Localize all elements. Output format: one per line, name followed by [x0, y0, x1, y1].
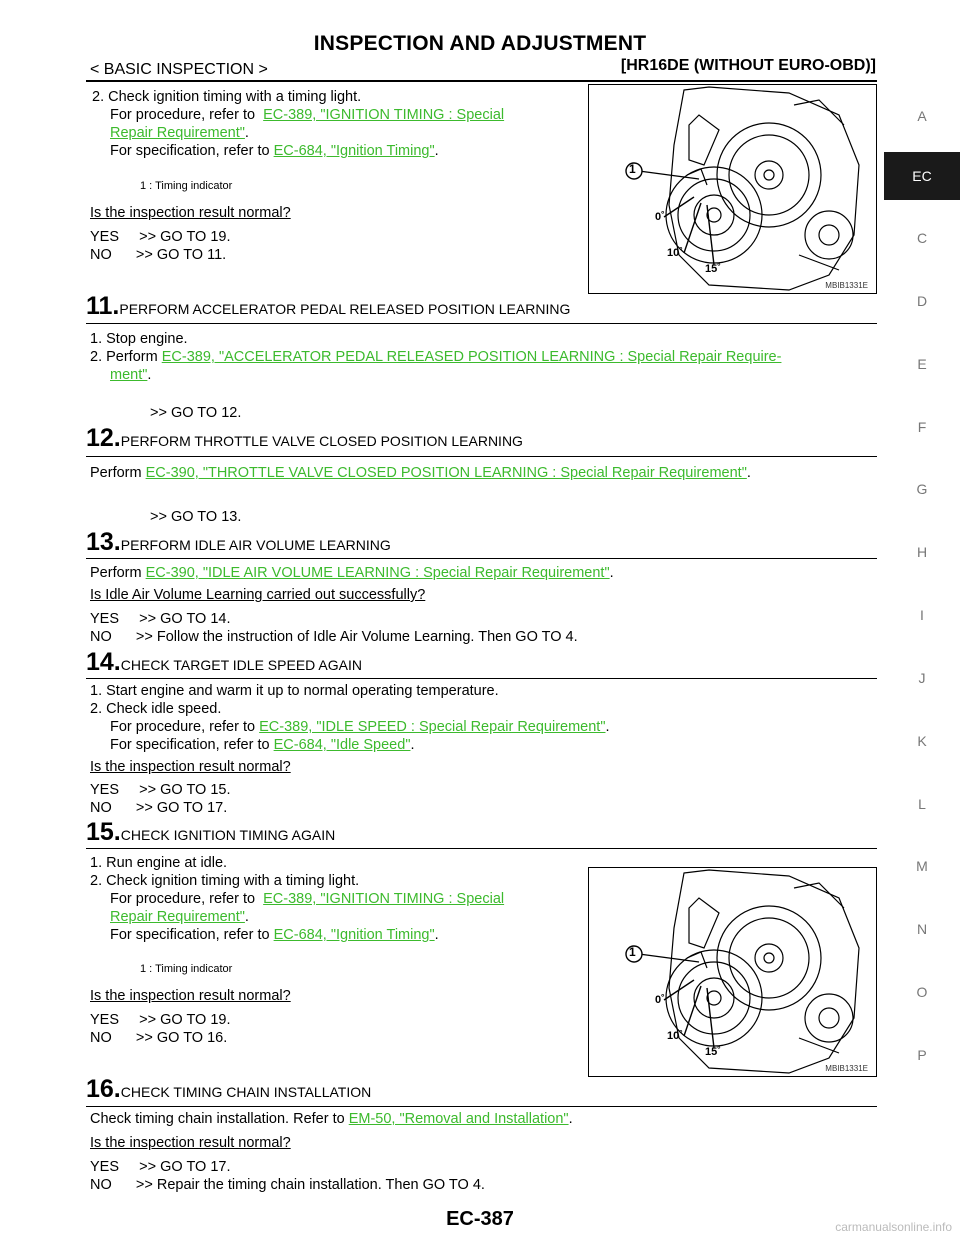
step-14-rule — [86, 678, 877, 679]
figure-legend: 1 : Timing indicator — [140, 180, 233, 192]
link-ignition-timing-cont[interactable]: Repair Requirement" — [110, 125, 245, 141]
link-ignition-timing-spec[interactable]: EC-684, "Ignition Timing" — [273, 143, 435, 159]
engine-illustration-2 — [589, 868, 876, 1076]
tab-m[interactable]: M — [916, 858, 928, 874]
link-ignition-timing-2-cont[interactable]: Repair Requirement" — [110, 909, 245, 925]
tab-i[interactable]: I — [920, 607, 924, 623]
tab-n[interactable]: N — [916, 921, 928, 937]
mark-10-deg-b: 10˚ — [667, 1030, 683, 1042]
step-14-line-1: 1. Start engine and warm it up to normal operating temperature. — [90, 683, 499, 699]
step-15-line-2: 2. Check ignition timing with a timing light. — [90, 873, 360, 889]
step-15-line-5: For specification, refer to EC-684, "Ignition Timing". — [110, 927, 439, 943]
step-14-question: Is the inspection result normal? — [90, 759, 291, 775]
tab-e[interactable]: E — [917, 356, 927, 372]
page-number: EC-387 — [446, 1208, 514, 1230]
link-idle-speed[interactable]: EC-389, "IDLE SPEED : Special Repair Requirement" — [259, 719, 606, 735]
step-15-question: Is the inspection result normal? — [90, 988, 291, 1004]
step-15-no: NO >> GO TO 16. — [90, 1030, 228, 1046]
breadcrumb: < BASIC INSPECTION > — [90, 61, 268, 78]
engine-illustration — [589, 85, 876, 293]
step-15-rule — [86, 848, 877, 849]
timing-indicator-figure-2 — [588, 867, 877, 1077]
step-15-yes: YES >> GO TO 19. — [90, 1012, 231, 1028]
step-13-yes: YES >> GO TO 14. — [90, 611, 231, 627]
intro-step-2: 2. Check ignition timing with a timing light. — [92, 89, 362, 105]
step-11-go: >> GO TO 12. — [150, 405, 242, 421]
step-16-no: NO >> Repair the timing chain installation. Then GO TO 4. — [90, 1177, 485, 1193]
step-14-line-4: For specification, refer to EC-684, "Idle Speed". — [110, 737, 415, 753]
step-15-line-3: For procedure, refer to EC-389, "IGNITION TIMING : Special — [110, 891, 505, 907]
mark-15-deg: 15˚ — [705, 263, 721, 275]
link-ignition-timing[interactable]: EC-389, "IGNITION TIMING : Special — [263, 107, 505, 123]
link-idle-speed-spec[interactable]: EC-684, "Idle Speed" — [273, 737, 411, 753]
mark-0-deg: 0˚ — [655, 211, 665, 223]
link-accel-pedal-learning-cont[interactable]: ment" — [110, 367, 148, 383]
engine-variant: [HR16DE (WITHOUT EURO-OBD)] — [620, 57, 876, 74]
step-11-line-1: 1. Stop engine. — [90, 331, 188, 347]
tab-l[interactable]: L — [918, 796, 926, 812]
tab-p[interactable]: P — [917, 1047, 927, 1063]
timing-indicator-figure — [588, 84, 877, 294]
step-14-yes: YES >> GO TO 15. — [90, 782, 231, 798]
step-15-line-1: 1. Run engine at idle. — [90, 855, 228, 871]
link-idle-air-learning[interactable]: EC-390, "IDLE AIR VOLUME LEARNING : Special Repair Requirement" — [145, 565, 610, 581]
intro-procedure-line-2: Repair Requirement". — [110, 125, 249, 141]
step-15-heading: 15.CHECK IGNITION TIMING AGAIN — [86, 818, 336, 846]
step-13-question: Is Idle Air Volume Learning carried out successfully? — [90, 587, 426, 603]
inspection-question: Is the inspection result normal? — [90, 205, 291, 221]
section-tabs — [884, 0, 960, 1242]
mark-0-deg-b: 0˚ — [655, 994, 665, 1006]
step-14-heading: 14.CHECK TARGET IDLE SPEED AGAIN — [86, 648, 362, 676]
callout-1: 1 — [629, 162, 636, 176]
step-12-line: Perform EC-390, "THROTTLE VALVE CLOSED POSITION LEARNING : Special Repair Requirement". — [90, 465, 751, 481]
step-11-line-2: 2. Perform EC-389, "ACCELERATOR PEDAL RELEASED POSITION LEARNING : Special Repair Require- — [90, 349, 782, 365]
link-timing-chain-removal[interactable]: EM-50, "Removal and Installation" — [348, 1111, 569, 1127]
tab-a[interactable]: A — [917, 108, 927, 124]
step-16-line: Check timing chain installation. Refer to EM-50, "Removal and Installation". — [90, 1111, 573, 1127]
step-11-rule — [86, 323, 877, 324]
step-11-heading: 11.PERFORM ACCELERATOR PEDAL RELEASED POSITION LEARNING — [86, 292, 571, 320]
callout-1-b: 1 — [629, 945, 636, 959]
figure-code-2: MBIB1331E — [825, 1064, 868, 1073]
step-15-line-4: Repair Requirement". — [110, 909, 249, 925]
link-ignition-timing-2[interactable]: EC-389, "IGNITION TIMING : Special — [263, 891, 505, 907]
step-13-no: NO >> Follow the instruction of Idle Air Volume Learning. Then GO TO 4. — [90, 629, 578, 645]
link-throttle-learning[interactable]: EC-390, "THROTTLE VALVE CLOSED POSITION LEARNING : Special Repair Requirement" — [145, 465, 747, 481]
tab-g[interactable]: G — [916, 481, 928, 497]
step-13-line: Perform EC-390, "IDLE AIR VOLUME LEARNING : Special Repair Requirement". — [90, 565, 614, 581]
tab-f[interactable]: F — [917, 419, 927, 435]
figure-code: MBIB1331E — [825, 281, 868, 290]
intro-spec-line: For specification, refer to EC-684, "Ignition Timing". — [110, 143, 439, 159]
step-16-heading: 16.CHECK TIMING CHAIN INSTALLATION — [86, 1075, 372, 1103]
answer-yes: YES >> GO TO 19. — [90, 229, 231, 245]
step-13-heading: 13.PERFORM IDLE AIR VOLUME LEARNING — [86, 528, 391, 556]
header-rule — [86, 80, 877, 82]
intro-procedure-line: For procedure, refer to EC-389, "IGNITION TIMING : Special — [110, 107, 505, 123]
tab-ec-active[interactable]: EC — [884, 152, 960, 200]
step-14-no: NO >> GO TO 17. — [90, 800, 228, 816]
watermark: carmanualsonline.info — [835, 1220, 952, 1234]
step-13-rule — [86, 558, 877, 559]
link-ignition-timing-spec-2[interactable]: EC-684, "Ignition Timing" — [273, 927, 435, 943]
tab-k[interactable]: K — [917, 733, 927, 749]
tab-o[interactable]: O — [916, 984, 928, 1000]
tab-c[interactable]: C — [916, 230, 928, 246]
step-16-question: Is the inspection result normal? — [90, 1135, 291, 1151]
step-12-rule — [86, 456, 877, 457]
figure-legend-2: 1 : Timing indicator — [140, 963, 233, 975]
tab-h[interactable]: H — [916, 544, 928, 560]
mark-15-deg-b: 15˚ — [705, 1046, 721, 1058]
answer-no: NO >> GO TO 11. — [90, 247, 227, 263]
step-16-rule — [86, 1106, 877, 1107]
step-16-yes: YES >> GO TO 17. — [90, 1159, 231, 1175]
tab-d[interactable]: D — [916, 293, 928, 309]
step-12-go: >> GO TO 13. — [150, 509, 242, 525]
page-title: INSPECTION AND ADJUSTMENT — [313, 32, 647, 55]
step-12-heading: 12.PERFORM THROTTLE VALVE CLOSED POSITION LEARNING — [86, 424, 523, 452]
step-11-line-3: ment". — [110, 367, 152, 383]
step-14-line-2: 2. Check idle speed. — [90, 701, 222, 717]
link-accel-pedal-learning[interactable]: EC-389, "ACCELERATOR PEDAL RELEASED POSITION LEARNING : Special Repair Require- — [161, 349, 782, 365]
step-14-line-3: For procedure, refer to EC-389, "IDLE SPEED : Special Repair Requirement". — [110, 719, 610, 735]
mark-10-deg: 10˚ — [667, 247, 683, 259]
tab-j[interactable]: J — [918, 670, 926, 686]
